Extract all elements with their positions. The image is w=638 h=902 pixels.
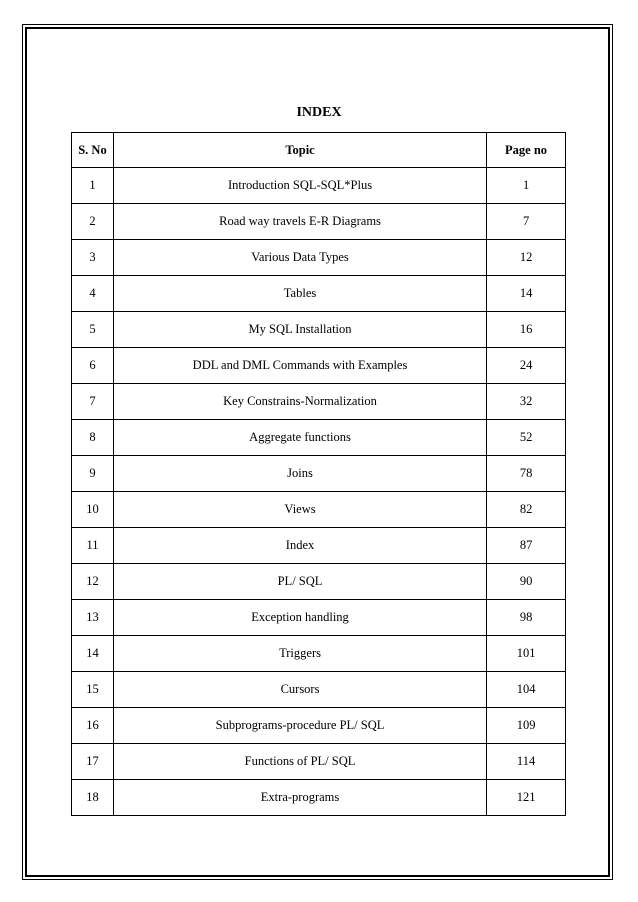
cell-sno: 9 — [72, 456, 114, 492]
cell-page-no: 82 — [487, 492, 566, 528]
cell-page-no: 12 — [487, 240, 566, 276]
cell-page-no: 104 — [487, 672, 566, 708]
table-row — [72, 636, 566, 672]
table-row — [72, 528, 566, 564]
table-row — [72, 492, 566, 528]
cell-topic: Road way travels E-R Diagrams — [113, 204, 486, 240]
cell-topic: Triggers — [113, 636, 486, 672]
cell-page-no: 101 — [487, 636, 566, 672]
cell-sno: 14 — [72, 636, 114, 672]
table-header-row — [72, 133, 566, 168]
cell-topic: Cursors — [113, 672, 486, 708]
table-row — [72, 276, 566, 312]
cell-page-no: 1 — [487, 168, 566, 204]
index-table — [71, 132, 566, 816]
cell-sno: 10 — [72, 492, 114, 528]
cell-topic: DDL and DML Commands with Examples — [113, 348, 486, 384]
cell-topic: Introduction SQL-SQL*Plus — [113, 168, 486, 204]
cell-page-no: 24 — [487, 348, 566, 384]
cell-sno: 17 — [72, 744, 114, 780]
cell-topic: Aggregate functions — [113, 420, 486, 456]
table-row — [72, 420, 566, 456]
cell-sno: 18 — [72, 780, 114, 816]
cell-page-no: 52 — [487, 420, 566, 456]
cell-page-no: 87 — [487, 528, 566, 564]
cell-topic: Index — [113, 528, 486, 564]
cell-sno: 7 — [72, 384, 114, 420]
cell-topic: PL/ SQL — [113, 564, 486, 600]
table-row — [72, 240, 566, 276]
table-row — [72, 384, 566, 420]
table-row — [72, 564, 566, 600]
cell-page-no: 16 — [487, 312, 566, 348]
table-row — [72, 672, 566, 708]
cell-page-no: 7 — [487, 204, 566, 240]
cell-topic: Joins — [113, 456, 486, 492]
cell-page-no: 98 — [487, 600, 566, 636]
cell-sno: 2 — [72, 204, 114, 240]
cell-page-no: 109 — [487, 708, 566, 744]
cell-sno: 8 — [72, 420, 114, 456]
cell-topic: Tables — [113, 276, 486, 312]
cell-sno: 5 — [72, 312, 114, 348]
page-title: INDEX — [296, 105, 342, 120]
cell-page-no: 78 — [487, 456, 566, 492]
table-row — [72, 348, 566, 384]
table-row — [72, 708, 566, 744]
table-row — [72, 600, 566, 636]
cell-sno: 11 — [72, 528, 114, 564]
cell-page-no: 32 — [487, 384, 566, 420]
header-topic: Topic — [113, 133, 486, 168]
cell-topic: Extra-programs — [113, 780, 486, 816]
cell-topic: Views — [113, 492, 486, 528]
cell-sno: 3 — [72, 240, 114, 276]
table-row — [72, 312, 566, 348]
cell-sno: 4 — [72, 276, 114, 312]
cell-topic: Exception handling — [113, 600, 486, 636]
cell-page-no: 121 — [487, 780, 566, 816]
cell-sno: 15 — [72, 672, 114, 708]
cell-page-no: 14 — [487, 276, 566, 312]
header-page-no: Page no — [487, 133, 566, 168]
table-row — [72, 168, 566, 204]
cell-page-no: 114 — [487, 744, 566, 780]
header-sno: S. No — [72, 133, 114, 168]
table-row — [72, 780, 566, 816]
cell-sno: 16 — [72, 708, 114, 744]
cell-sno: 13 — [72, 600, 114, 636]
cell-topic: Key Constrains-Normalization — [113, 384, 486, 420]
cell-topic: My SQL Installation — [113, 312, 486, 348]
cell-topic: Various Data Types — [113, 240, 486, 276]
cell-sno: 1 — [72, 168, 114, 204]
table-row — [72, 744, 566, 780]
cell-page-no: 90 — [487, 564, 566, 600]
table-row — [72, 204, 566, 240]
cell-sno: 12 — [72, 564, 114, 600]
cell-sno: 6 — [72, 348, 114, 384]
cell-topic: Functions of PL/ SQL — [113, 744, 486, 780]
table-row — [72, 456, 566, 492]
cell-topic: Subprograms-procedure PL/ SQL — [113, 708, 486, 744]
